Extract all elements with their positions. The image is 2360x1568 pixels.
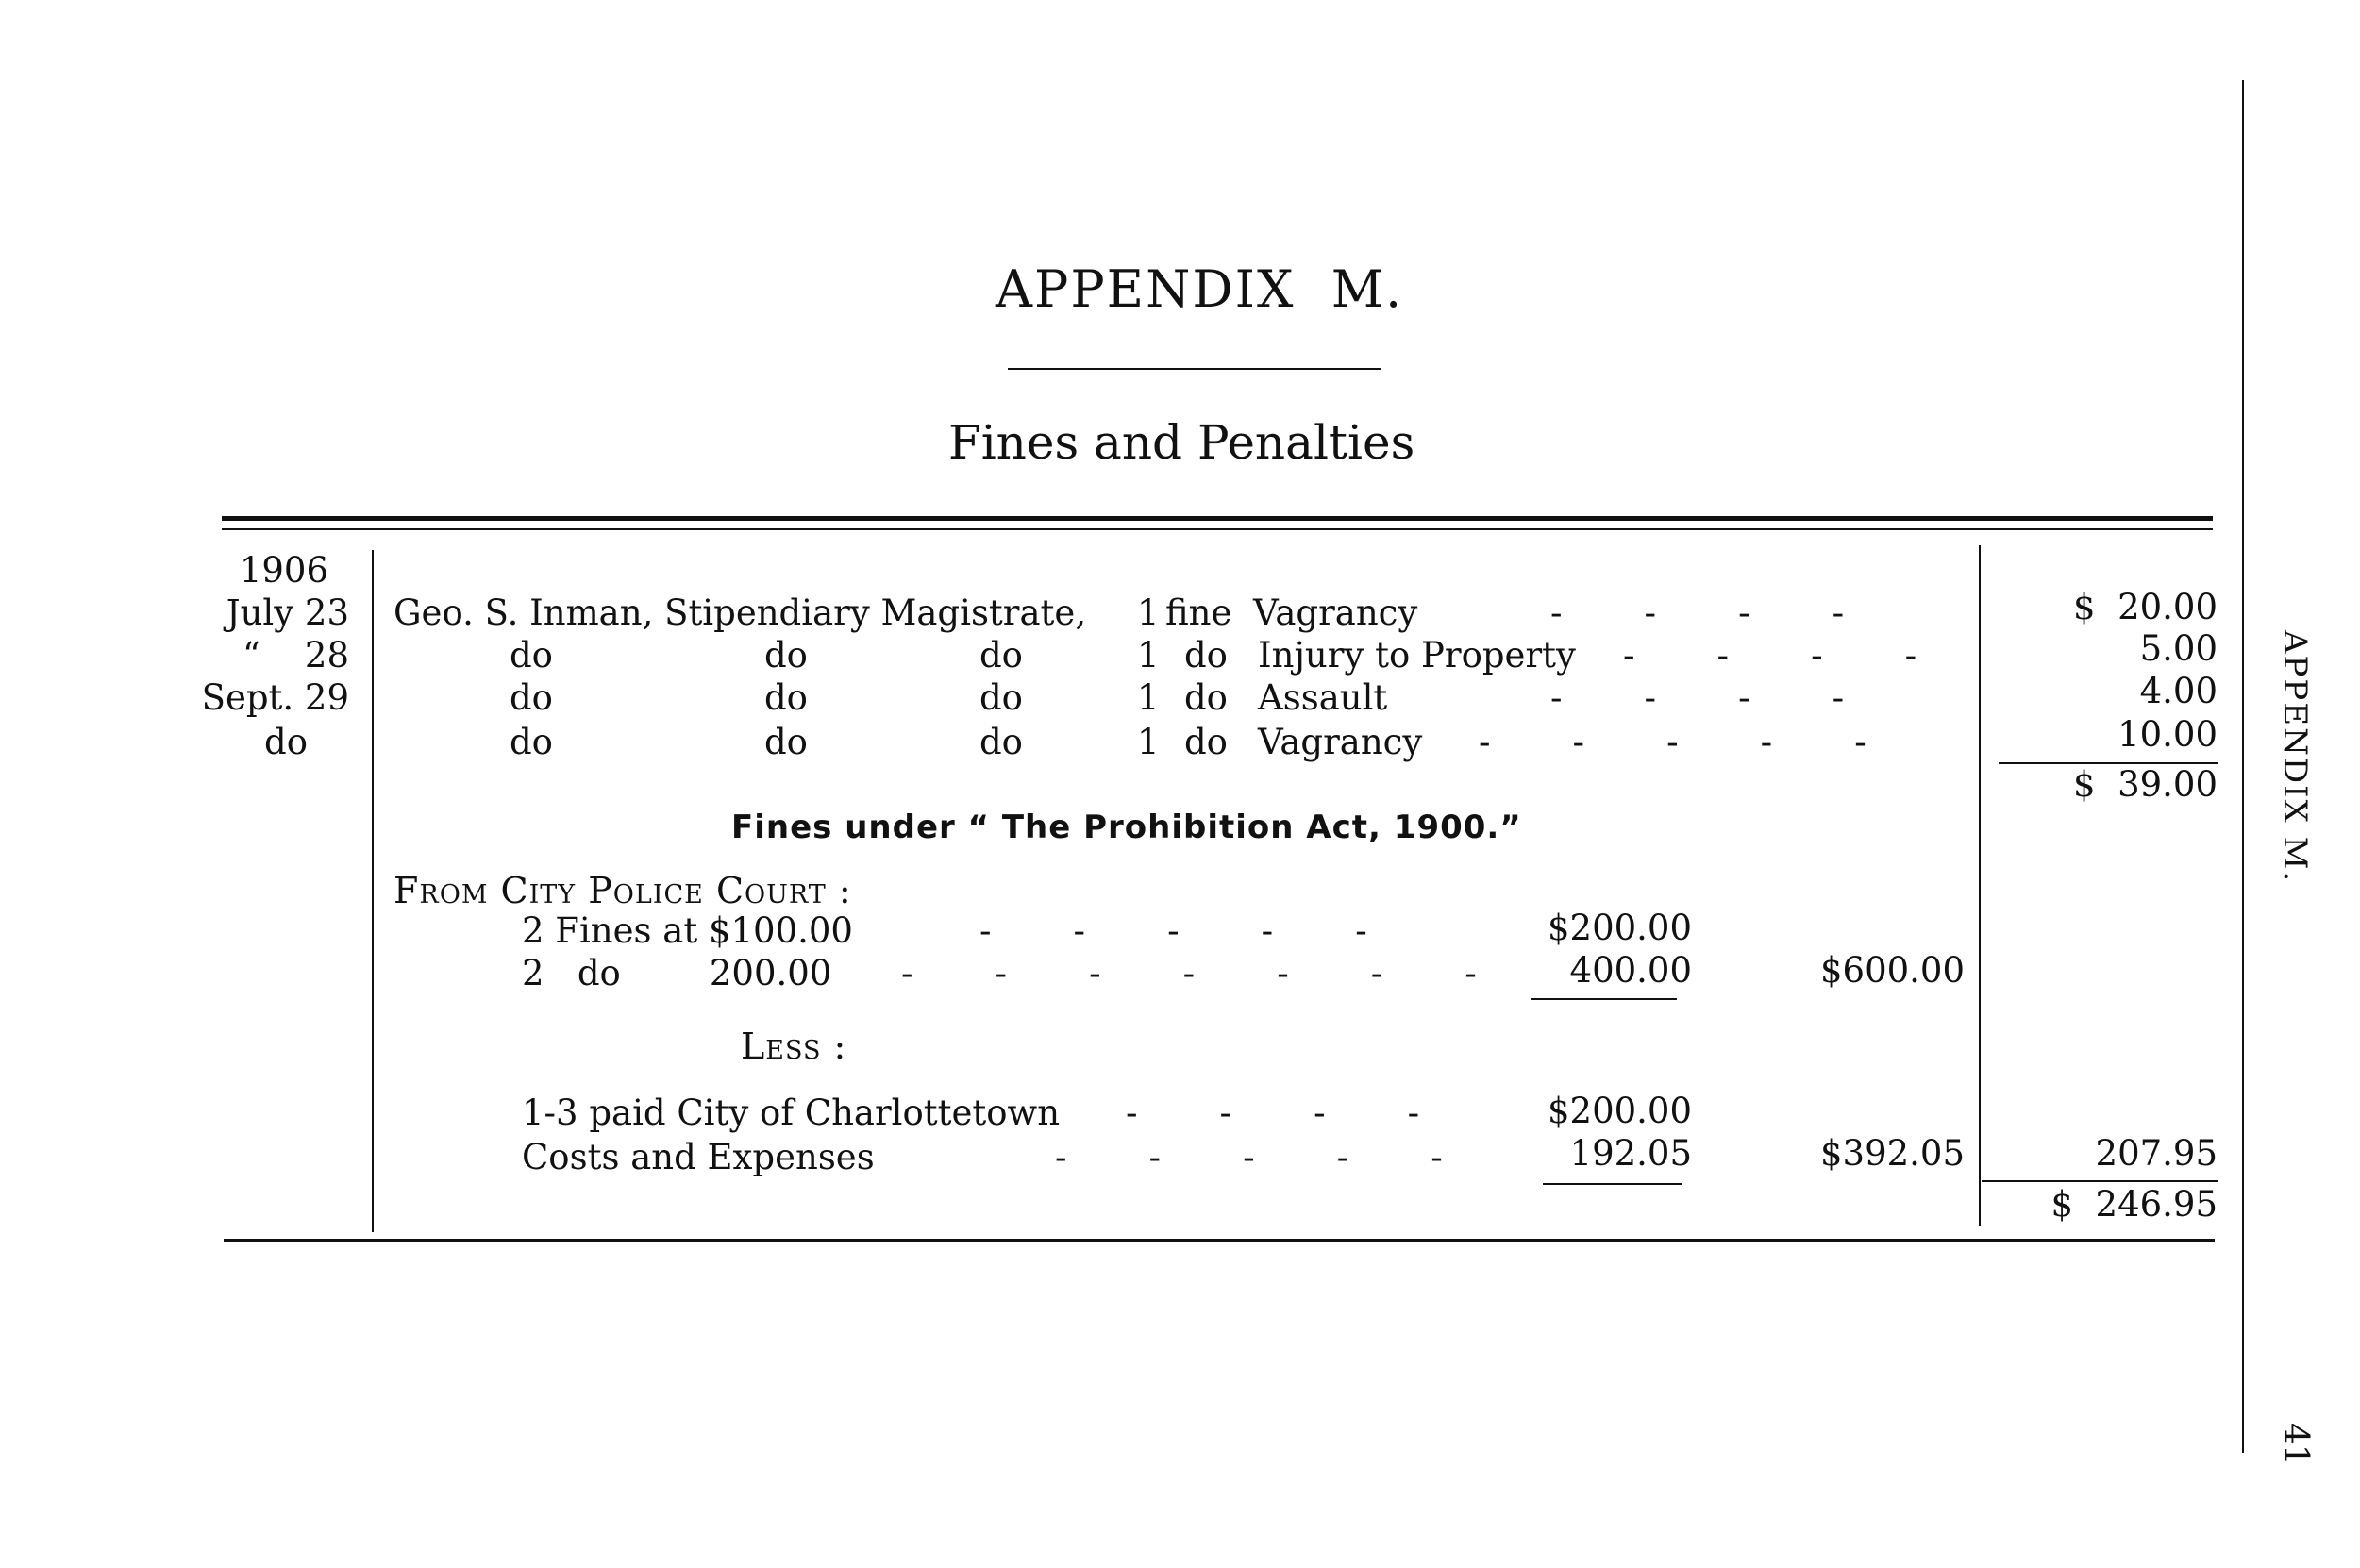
page-subtitle: Fines and Penalties <box>948 415 1415 470</box>
year-label: 1906 <box>239 550 328 591</box>
fine-payer: do <box>979 677 1023 718</box>
page-margin-line <box>2242 80 2244 1453</box>
deduction-dashes: - - - - - <box>1055 1137 1450 1177</box>
side-appendix-label: APPENDIX M. <box>2276 630 2314 884</box>
table-bottom-rule <box>224 1239 2215 1242</box>
fine-dashes: - - - - <box>1550 592 1852 633</box>
fine-amount: 10.00 <box>2117 714 2218 755</box>
prohibition-line-amount: $200.00 <box>1547 908 1692 948</box>
table-top-rule-thick <box>222 516 2213 521</box>
prohibition-heading: Fines under “ The Prohibition Act, 1900.” <box>731 809 1522 846</box>
fine-dashes: - - - - <box>1550 677 1852 718</box>
fine-payer: do <box>510 635 553 676</box>
fine-dashes: - - - - - <box>1479 722 1874 762</box>
prohibition-line-total: $600.00 <box>1819 950 1965 991</box>
deduction-dashes: - - - - <box>1126 1093 1428 1133</box>
fine-payer: do <box>764 722 808 762</box>
prohibition-line-dashes: - - - - - <box>979 910 1375 951</box>
fine-dashes: - - - - <box>1623 635 1925 676</box>
fine-date: July 23 <box>226 592 349 633</box>
prohibition-line-label: 2 do 200.00 <box>522 953 832 993</box>
fine-offence: Assault <box>1258 677 1388 718</box>
fine-count: 1 <box>1137 677 1160 718</box>
less-label: Less : <box>741 1026 847 1067</box>
deduction-total: $392.05 <box>1819 1133 1965 1174</box>
fine-payer: do <box>764 677 808 718</box>
amount-column-divider <box>1979 545 1981 1226</box>
fine-payer: do <box>510 677 553 718</box>
deduction-label: 1-3 paid City of Charlottetown <box>522 1093 1061 1133</box>
fine-count: 1 <box>1137 592 1160 633</box>
title-rule <box>1008 368 1381 370</box>
fine-amount: $ 20.00 <box>2073 587 2218 627</box>
deduction-amount: 192.05 <box>1569 1133 1692 1174</box>
fine-amount: 5.00 <box>2139 628 2218 669</box>
grand-total-rule <box>1982 1180 2218 1182</box>
grand-total-amount: $ 246.95 <box>2050 1184 2218 1225</box>
table-top-rule-thin <box>222 528 2213 530</box>
prohibition-line-amount: 400.00 <box>1569 950 1692 991</box>
fine-amount: 4.00 <box>2139 671 2218 711</box>
fine-offence: Injury to Property <box>1258 635 1576 676</box>
fine-payer: do <box>979 722 1023 762</box>
fine-offence: Vagrancy <box>1253 592 1418 633</box>
net-prohibition-amount: 207.95 <box>2095 1133 2218 1174</box>
fine-unit: do <box>1184 635 1228 676</box>
prohibition-line-dashes: - - - - - - - <box>901 953 1484 993</box>
fine-count: 1 <box>1137 635 1160 676</box>
page-number: 41 <box>2276 1423 2315 1466</box>
fine-unit: do <box>1184 722 1228 762</box>
prohibition-sum-rule <box>1531 998 1677 1000</box>
fine-date: Sept. 29 <box>201 677 349 718</box>
deduction-amount: $200.00 <box>1547 1091 1692 1131</box>
subtotal-amount: $ 39.00 <box>2073 764 2218 805</box>
fine-offence: Vagrancy <box>1258 722 1423 762</box>
date-column-divider <box>372 550 374 1232</box>
fine-payer: do <box>764 635 808 676</box>
deduction-sum-rule <box>1543 1183 1682 1185</box>
fine-unit: fine <box>1165 592 1232 633</box>
fine-date: do <box>264 722 308 762</box>
fine-payer: Geo. S. Inman, Stipendiary Magistrate, <box>393 592 1087 633</box>
prohibition-line-label: 2 Fines at $100.00 <box>522 910 853 951</box>
fine-date: “ 28 <box>242 635 349 676</box>
fine-payer: do <box>510 722 553 762</box>
page-title: APPENDIX M. <box>996 259 1404 319</box>
prohibition-source: From City Police Court : <box>393 870 852 911</box>
fine-count: 1 <box>1137 722 1160 762</box>
fine-payer: do <box>979 635 1023 676</box>
deduction-label: Costs and Expenses <box>522 1137 875 1177</box>
fine-unit: do <box>1184 677 1228 718</box>
